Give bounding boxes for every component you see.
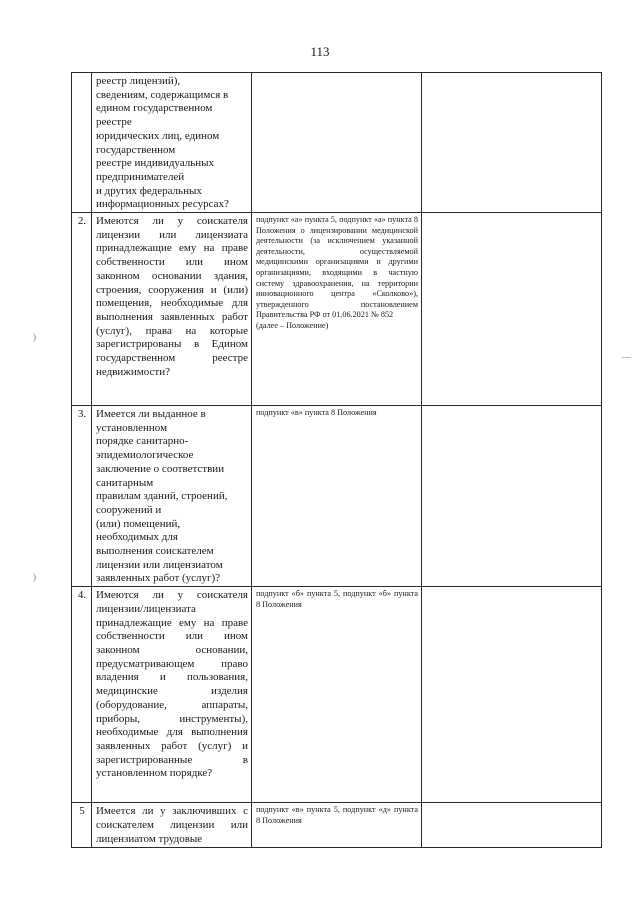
extra-cell <box>422 587 602 803</box>
question-cell: Имеются ли у соискателя лицензии или лицензиата принадлежащие ему на праве собственности или ином законном основании здания, строения, сооружения и (или) помещения, необходимые для выполнения заявленных работ (услуг), права на которые зарегистрированы в Едином государственном реестре недвижимости? <box>92 213 252 406</box>
question-cell: Имеется ли у заключивших с соискателем лицензии или лицензиатом трудовые <box>92 803 252 848</box>
margin-mark: ) <box>33 332 36 342</box>
extra-cell <box>422 803 602 848</box>
row-number: 3. <box>72 406 92 587</box>
reference-cell: подпункт «б» пункта 5, подпункт «б» пункта 8 Положения <box>252 587 422 803</box>
question-cell: реестр лицензий), сведениям, содержащимся в едином государственном реестре юридических лиц, едином государственном реестре индивидуальных предпринимателей и других федеральных информационных ресурсах? <box>92 73 252 213</box>
extra-cell <box>422 406 602 587</box>
table-row <box>72 803 602 848</box>
question-cell: Имеется ли выданное в установленном порядке санитарно- эпидемиологическое заключение о соответствии санитарным правилам зданий, строений, сооружений и (или) помещений, необходимых для выполнения соискателем лицензии или лицензиатом заявленных работ (услуг)? <box>92 406 252 587</box>
row-number: 4. <box>72 587 92 803</box>
margin-mark: — <box>622 352 631 362</box>
table-row <box>72 587 602 803</box>
row-number: 2. <box>72 213 92 406</box>
table-row <box>72 406 602 587</box>
page-number: 113 <box>310 44 330 59</box>
reference-cell: подпункт «а» пункта 5, подпункт «а» пункта 8 Положения о лицензировании медицинской деятельности (за исключением указанной деятельности, осуществляемой медицинскими организациями и другими организациями, входящими в частную систему здравоохранения, на территории инновационного центра «Сколково»), утвержденного постановлением Правительства РФ от 01.06.2021 № 852 (далее – Положение) <box>252 213 422 406</box>
row-number: 5 <box>72 803 92 848</box>
extra-cell <box>422 73 602 213</box>
row-number <box>72 73 92 213</box>
extra-cell <box>422 213 602 406</box>
question-cell: Имеются ли у соискателя лицензии/лицензиата принадлежащие ему на праве собственности или ином законном основании, предусматривающем право владения и пользования, медицинские изделия (оборудование, аппараты, приборы, инструменты), необходимые для выполнения заявленных работ (услуг) и зарегистрированные в установленном порядке? <box>92 587 252 803</box>
reference-cell: подпункт «в» пункта 5, подпункт «д» пункта 8 Положения <box>252 803 422 848</box>
reference-cell: подпункт «в» пункта 8 Положения <box>252 406 422 587</box>
table-row <box>72 213 602 406</box>
table-row <box>72 73 602 213</box>
requirements-table <box>71 72 602 848</box>
margin-mark: ) <box>33 572 36 582</box>
reference-cell <box>252 73 422 213</box>
